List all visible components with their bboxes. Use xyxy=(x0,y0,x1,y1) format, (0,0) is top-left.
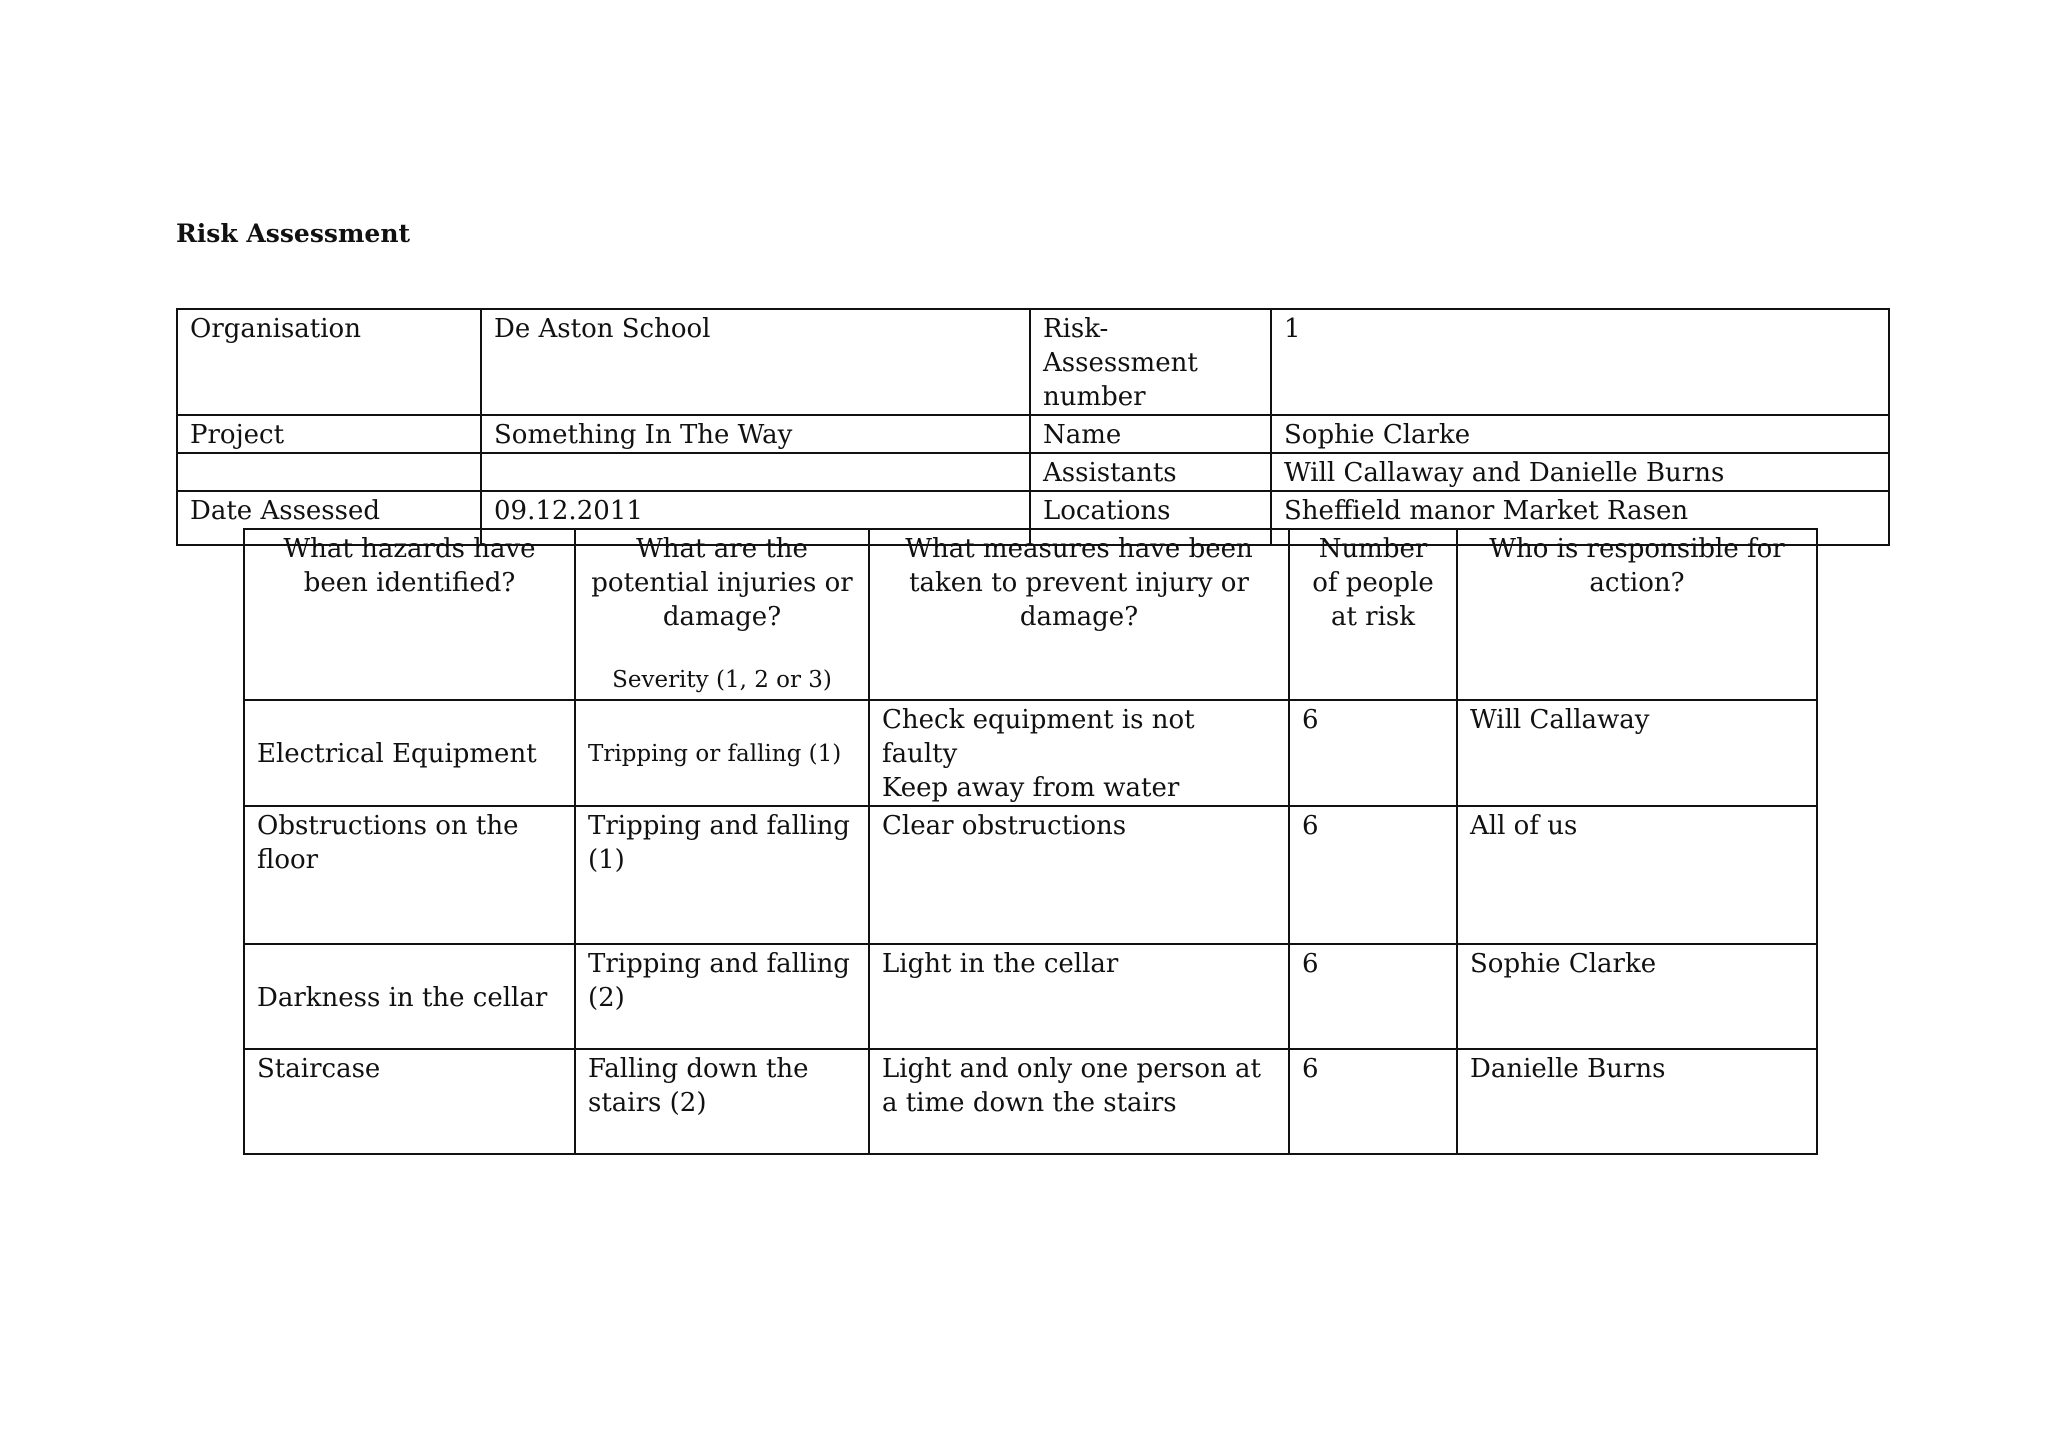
table-row xyxy=(244,1049,1817,1154)
hazard-table xyxy=(243,528,1818,1155)
people-cell: 6 xyxy=(1289,700,1457,806)
info-label-risk-number: Risk-Assessment number xyxy=(1030,309,1271,415)
info-value-date: 09.12.2011 xyxy=(481,491,1030,545)
injury-cell: Tripping and falling (2) xyxy=(575,944,869,1049)
info-row-organisation xyxy=(177,309,1889,415)
people-cell: 6 xyxy=(1289,944,1457,1049)
info-value-assistants: Will Callaway and Danielle Burns xyxy=(1271,453,1889,491)
table-row xyxy=(244,700,1817,806)
header-responsible: Who is responsible for action? xyxy=(1457,529,1817,700)
responsible-cell: Will Callaway xyxy=(1457,700,1817,806)
header-people-at-risk: Number of people at risk xyxy=(1289,529,1457,700)
people-cell: 6 xyxy=(1289,806,1457,944)
info-table xyxy=(176,308,1890,546)
injury-cell: Tripping and falling (1) xyxy=(575,806,869,944)
header-injuries: What are the potential injuries or damage? Severity (1, 2 or 3) xyxy=(575,529,869,700)
header-hazards: What hazards have been identified? xyxy=(244,529,575,700)
info-empty-cell xyxy=(177,453,481,491)
measures-cell: Check equipment is not faulty Keep away from water xyxy=(869,700,1289,806)
info-value-name: Sophie Clarke xyxy=(1271,415,1889,453)
info-value-organisation: De Aston School xyxy=(481,309,1030,415)
info-row-project xyxy=(177,415,1889,453)
info-label-date: Date Assessed xyxy=(177,491,481,545)
info-row-assistants xyxy=(177,453,1889,491)
document-title: Risk Assessment xyxy=(176,219,411,248)
table-row xyxy=(244,806,1817,944)
responsible-cell: Sophie Clarke xyxy=(1457,944,1817,1049)
info-label-project: Project xyxy=(177,415,481,453)
table-row xyxy=(244,944,1817,1049)
severity-note: Severity (1, 2 or 3) xyxy=(612,667,832,693)
people-cell: 6 xyxy=(1289,1049,1457,1154)
responsible-cell: All of us xyxy=(1457,806,1817,944)
info-label-organisation: Organisation xyxy=(177,309,481,415)
info-value-project: Something In The Way xyxy=(481,415,1030,453)
info-label-locations: Locations xyxy=(1030,491,1271,545)
measures-cell: Light in the cellar xyxy=(869,944,1289,1049)
hazard-header-row xyxy=(244,529,1817,700)
responsible-cell: Danielle Burns xyxy=(1457,1049,1817,1154)
measures-cell: Light and only one person at a time down the stairs xyxy=(869,1049,1289,1154)
info-label-name: Name xyxy=(1030,415,1271,453)
info-label-assistants: Assistants xyxy=(1030,453,1271,491)
hazard-cell: Staircase xyxy=(244,1049,575,1154)
measures-cell: Clear obstructions xyxy=(869,806,1289,944)
header-measures: What measures have been taken to prevent injury or damage? xyxy=(869,529,1289,700)
injury-cell: Tripping or falling (1) xyxy=(575,700,869,806)
info-empty-cell xyxy=(481,453,1030,491)
hazard-cell: Electrical Equipment xyxy=(244,700,575,806)
info-value-locations: Sheffield manor Market Rasen xyxy=(1271,491,1889,545)
info-value-risk-number: 1 xyxy=(1271,309,1889,415)
injury-cell: Falling down the stairs (2) xyxy=(575,1049,869,1154)
hazard-cell: Obstructions on the floor xyxy=(244,806,575,944)
hazard-cell: Darkness in the cellar xyxy=(244,944,575,1049)
